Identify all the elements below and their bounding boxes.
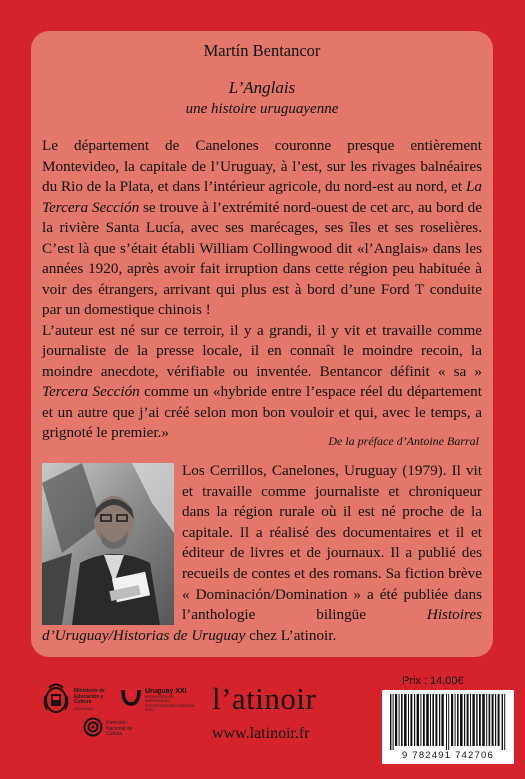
uruguay-xxi-logo-icon (120, 685, 142, 707)
book-title: L’Anglais (228, 78, 296, 97)
publisher-website: www.latinoir.fr (212, 725, 310, 742)
author-bio (42, 461, 482, 646)
barcode (382, 690, 514, 764)
price-label: Prix : 14,00€ (402, 675, 464, 687)
bio-text: Los Cerrillos, Canelones, Uruguay (1979). Il vit et travaille comme journaliste et chroniqueur dans la région rurale où il est né proche de la capitale. Il a réalisé des documentaires et il et éditeur de livres et de journaux. Il a publié des recueils de contes et des romans. Sa fiction brève « Dominación/Domination » a été publiée dans l’anthologie bilingüe Histoires d’Uruguay/Historias de Uruguay chez L’atinoir. (42, 462, 482, 644)
synopsis-paragraph-1: Le département de Canelones couronne presque entièrement Montevideo, la capitale de l’Uruguay, à l’est, sur les rivages balnéaires du Rio de la Plata, et dans l’intérieur agricole, du nord-est au nord, et La Tercera Sección se trouve à l’extrémité nord-ouest de cet arc, au bord de la rivière Santa Lucía, avec ses marécages, ses îles et ses roselières. C’est là que s’était établi William Collingwood dit «l’Anglais» dans les années 1920, après avoir fait irruption dans cette région peu habituée à voir des étrangers, arrivant qui plus est à bord d’une Ford T conduite par un domestique chinois ! (42, 137, 482, 318)
book-subtitle: une histoire uruguayenne (185, 101, 339, 117)
preface-attribution: De la préface d’Antoine Barral (328, 434, 479, 448)
dnc-logo-icon (83, 717, 103, 737)
synopsis-paragraph-2: L’auteur est né sur ce terroir, il y a grandi, il y vit et travaille comme journaliste de la presse locale, il en connaît le moindre recoin, la moindre anecdote, vérifiable ou inventée. Bentancor définit « sa » Tercera Sección comme un «hybride entre l’espace réel du département et un autre que j’ai créé selon mon bon vouloir et qui, avec le temps, a grignoté le premier.» (42, 321, 482, 441)
uruguay-xxi-label: Uruguay XXI PROMOCIÓN DE INVERSIONES, EXPORTACIONES E IMAGEN PAÍS (145, 688, 195, 713)
mec-label: Ministerio de Educación y Cultura URUGUAY (74, 688, 105, 711)
author-name: Martín Bentancor (203, 41, 321, 60)
synopsis (42, 136, 482, 444)
publisher-logo: l’atinoir (212, 681, 317, 716)
mec-coat-of-arms-icon (41, 682, 71, 716)
isbn-number: 9 782491 742706 (402, 750, 494, 761)
back-cover-panel (31, 31, 493, 657)
dnc-label: Dirección Nacional de Cultura (106, 720, 133, 737)
